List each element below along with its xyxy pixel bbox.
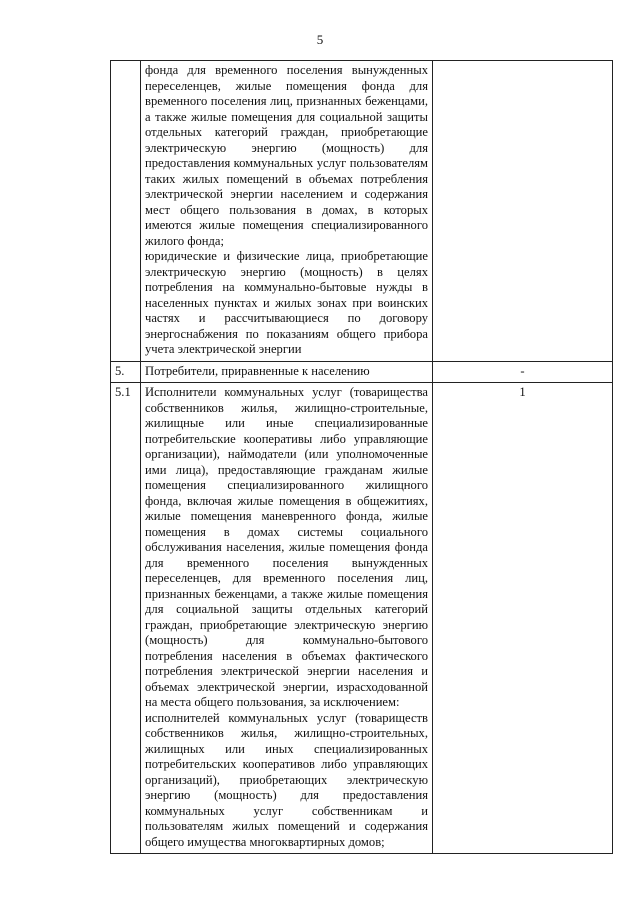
row-description xyxy=(141,61,433,362)
description-paragraph: фонда для временного поселения вынужденных переселенцев, жилые помещения фонда для временного поселения лиц, признанных беженцами, а также жилые помещения для социальной защиты отдельных категорий граждан, приобретающие электрическую энергию (мощность) для предоставления коммунальных услуг пользователям таких жилых помещений в объемах потребления электрической энергии населением и содержания мест общего пользования в домах, в которых имеются жилые помещения специализированного жилого фонда; xyxy=(145,63,428,248)
row-description xyxy=(141,361,433,383)
description-paragraph: Исполнители коммунальных услуг (товарищества собственников жилья, жилищно-строительные, жилищные или иные специализированные потребительские кооперативы либо управляющие организации), наймодатели (или уполномоченные ими лица), предоставляющие гражданам жилые помещения специализированного жилищного фонда, включая жилые помещения в общежитиях, жилые помещения маневренного фонда, жилые помещения в домах системы социального обслуживания населения, жилые помещения фонда для временного поселения вынужденных переселенцев, для временного поселения лиц, признанных беженцами, а также жилые помещения для социальной защиты отдельных категорий граждан, приобретающие электрическую энергию (мощность) для коммунально-бытового потребления населения в объемах фактического потребления электрической энергии населения и объемах электрической энергии, израсходованной на места общего пользования, за исключением: xyxy=(145,385,428,709)
description-paragraph: Потребители, приравненные к населению xyxy=(145,363,370,378)
tariff-table xyxy=(110,60,613,854)
row-number: 5.1 xyxy=(111,383,141,854)
table-row xyxy=(111,383,613,854)
row-description xyxy=(141,383,433,854)
row-value: - xyxy=(433,361,613,383)
description-paragraph: юридические и физические лица, приобретающие электрическую энергию (мощность) в целях потребления на коммунально-бытовые нужды в населенных пунктах и жилых зонах при воинских частях и рассчитывающиеся по договору энергоснабжения по показаниям общего прибора учета электрической энергии xyxy=(145,249,428,356)
description-paragraph: исполнителей коммунальных услуг (товариществ собственников жилья, жилищно-строительных, жилищных или иных специализированных потребительских кооперативов либо управляющих организаций), приобретающих электрическую энергию (мощность) для предоставления коммунальных услуг собственникам и пользователям жилых помещений и содержания общего имущества многоквартирных домов; xyxy=(145,710,428,849)
row-value xyxy=(433,61,613,362)
table-row xyxy=(111,61,613,362)
row-number xyxy=(111,61,141,362)
page-number: 5 xyxy=(316,32,324,47)
table-row xyxy=(111,361,613,383)
row-number: 5. xyxy=(111,361,141,383)
row-value: 1 xyxy=(433,383,613,854)
